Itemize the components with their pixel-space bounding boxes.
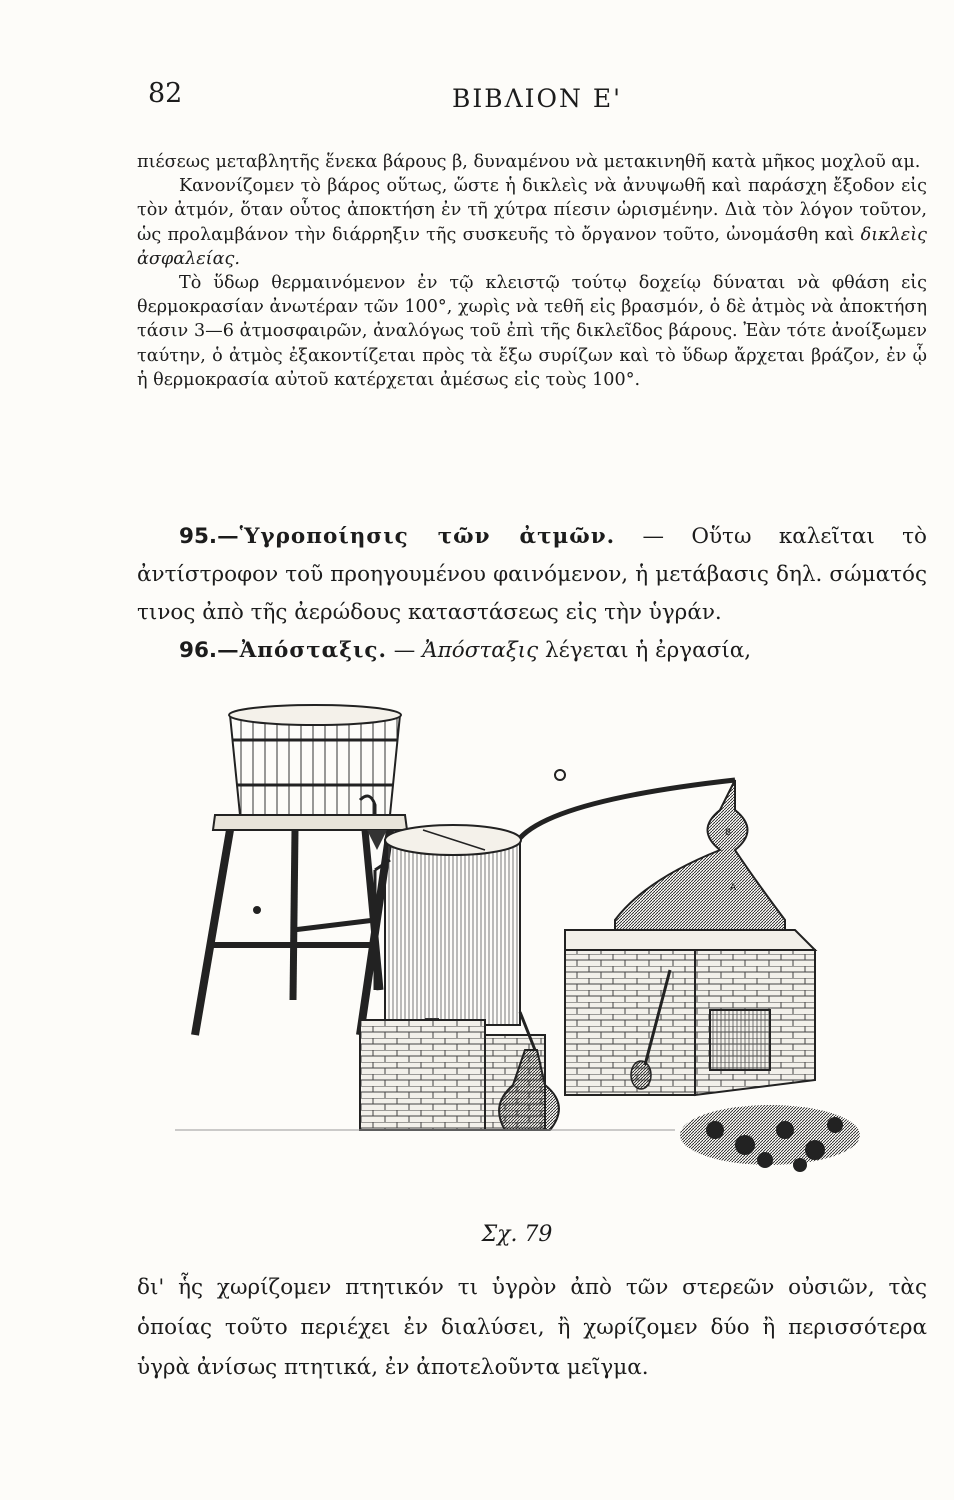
- section-96-number: 96.: [179, 638, 218, 663]
- term-safety-valve: δικλεὶς ἀσφαλείας.: [137, 224, 927, 269]
- section-95-title: —Ὑγροποίησις τῶν ἀτμῶν.: [217, 524, 616, 549]
- condenser-tank: [375, 825, 521, 1038]
- section-96-dash: —: [393, 638, 416, 663]
- label-b: B: [725, 828, 732, 838]
- distillation-illustration: [175, 690, 945, 1210]
- page-header: [0, 78, 954, 118]
- section-95-text: — Οὕτω καλεῖται τὸ ἀντίστροφον τοῦ προηγουμένου φαινόμενον, ἡ μετάβασις δηλ. σώματός τινος ἀπὸ τῆς ἀερώδους καταστάσεως εἰς τὴν ὑγράν.: [137, 524, 927, 625]
- section-96-text: λέγεται ἡ ἐργασία,: [544, 638, 752, 663]
- copper-still: [520, 770, 785, 930]
- figure-caption: Σχ. 79: [481, 1222, 553, 1247]
- section-95-number: 95.: [179, 524, 218, 549]
- paragraph-water-heating: Τὸ ὕδωρ θερμαινόμενον ἐν τῷ κλειστῷ τούτῳ δοχείῳ δύναται νὰ φθάση εἰς θερμοκρασίαν ἀνωτέραν τῶν 100°, χωρὶς νὰ τεθῆ εἰς βρασμόν, ὁ δὲ ἀτμὸς νὰ ἀποκτήση τάσιν 3—6 ἀτμοσφαιρῶν, ἀναλόγως τοῦ ἐπὶ τῆς δικλεῖδος βάρους. Ἐὰν τότε ἀνοίξωμεν ταύτην, ὁ ἀτμὸς ἐξακοντίζεται πρὸς τὰ ἔξω συρίζων καὶ τὸ ὕδωρ ἄρχεται βράζον, ἐν ᾧ ἡ θερμοκρασία αὐτοῦ κατέρχεται ἀμέσως εἰς τοὺς 100°.: [137, 273, 927, 390]
- paragraph-safety-valve: [137, 174, 927, 271]
- sections-block: [137, 518, 927, 670]
- section-96: [137, 632, 927, 670]
- continued-text-block: [137, 1268, 927, 1388]
- running-head: ΒΙΒΛΙΟΝ Ε': [452, 84, 622, 113]
- coal-pile: [680, 1105, 860, 1172]
- label-a: A: [730, 883, 737, 893]
- top-text-block: [137, 150, 927, 392]
- distillation-apparatus-figure: [175, 690, 945, 1210]
- paragraph-text: Κανονίζομεν τὸ βάρος οὕτως, ὥστε ἡ δικλεὶς νὰ ἀνυψωθῆ καὶ παράσχη ἔξοδον εἰς τὸν ἀτμόν, ὅταν οὗτος ἀποκτήση ἐν τῆ χύτρα πίεσιν ὡρισμένην. Διὰ τὸν λόγον τοῦτον, ὡς προλαμβάνον τὴν διάρρηξιν τῆς συσκευῆς τὸ ὄργανον τοῦτο, ὠνομάσθη καὶ: [137, 176, 927, 245]
- paragraph-distillation: δι' ἧς χωρίζομεν πτητικόν τι ὑγρὸν ἀπὸ τῶν στερεῶν οὐσιῶν, τὰς ὁποίας τοῦτο περιέχει ἐν διαλύσει, ἢ χωρίζομεν δύο ἢ περισσότερα ὑγρὰ ἀνίσως πτητικά, ἐν ἀποτελοῦντα μεῖγμα.: [137, 1275, 927, 1380]
- section-95: [137, 518, 927, 632]
- page-number: 82: [148, 78, 183, 109]
- paragraph-continuation: πιέσεως μεταβλητῆς ἕνεκα βάρους β, δυναμένου νὰ μετακινηθῆ κατὰ μῆκος μοχλοῦ αμ.: [137, 152, 921, 172]
- brick-furnace: [565, 930, 815, 1095]
- section-96-term: Ἀπόσταξις: [422, 638, 539, 663]
- section-96-title: —Ἀπόσταξις.: [217, 638, 387, 663]
